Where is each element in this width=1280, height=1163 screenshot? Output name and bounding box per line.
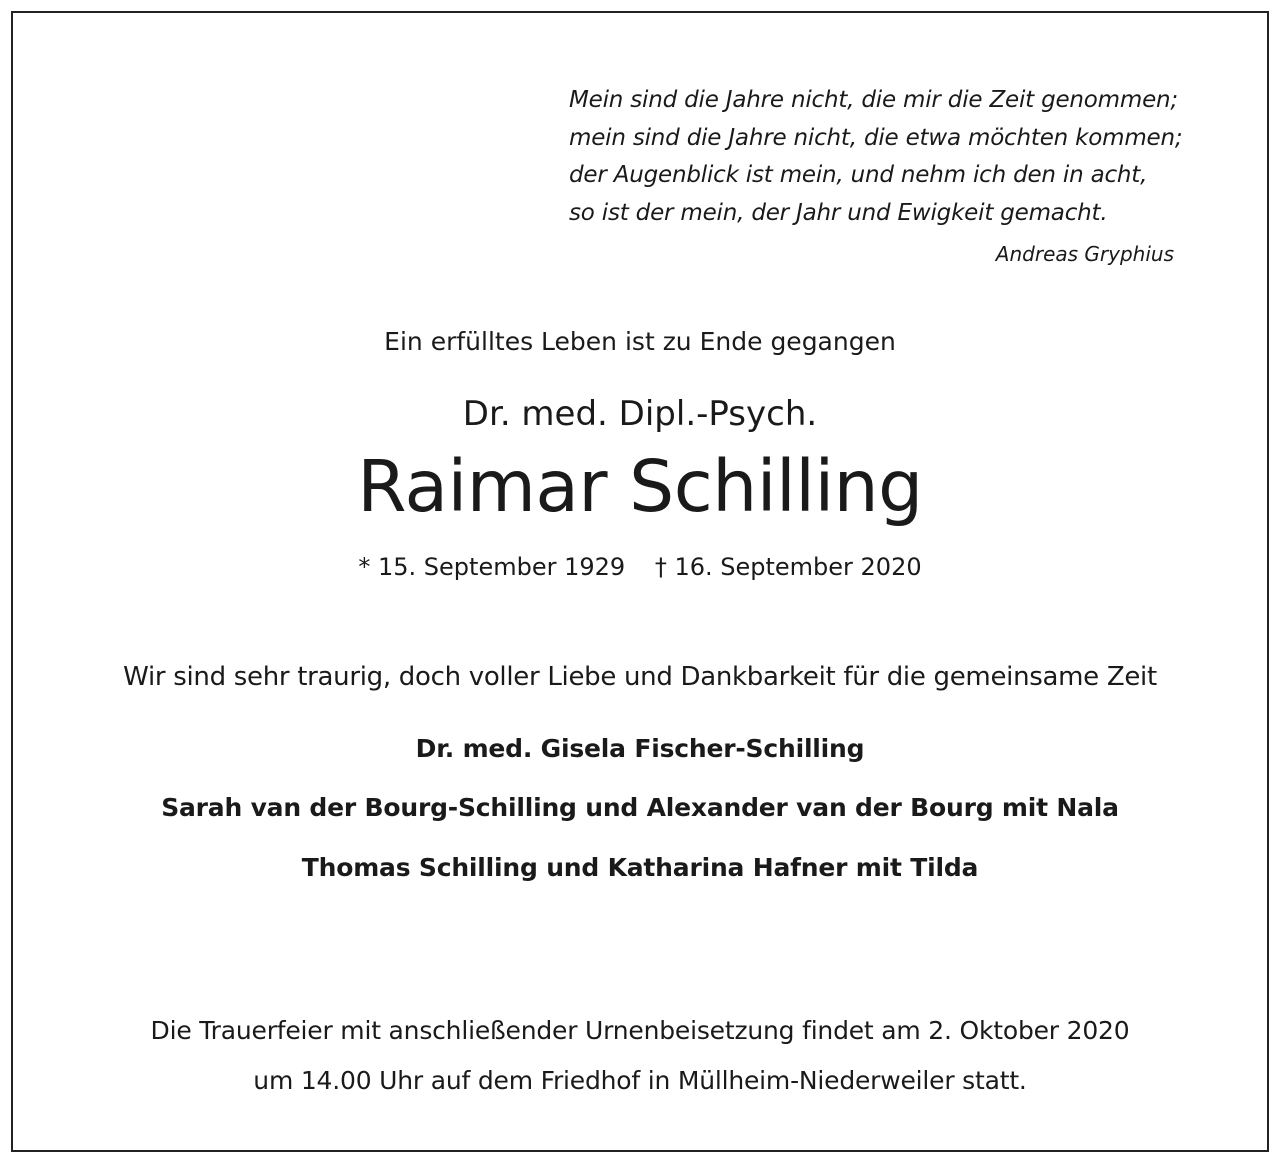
mourning-text: Wir sind sehr traurig, doch voller Liebe und Dankbarkeit für die gemeinsame Zeit xyxy=(123,662,1157,692)
deceased-name: Raimar Schilling xyxy=(357,445,923,528)
family-member: Thomas Schilling und Katharina Hafner mit Tilda xyxy=(301,853,979,882)
poem-line: so ist der mein, der Jahr und Ewigkeit gemacht. xyxy=(569,199,1108,226)
family-member: Dr. med. Gisela Fischer-Schilling xyxy=(415,734,865,763)
poem-line: mein sind die Jahre nicht, die etwa möchten kommen; xyxy=(569,124,1183,151)
death-date: † 16. September 2020 xyxy=(654,553,922,581)
poem-author: Andreas Gryphius xyxy=(995,242,1174,266)
family-member: Sarah van der Bourg-Schilling und Alexander van der Bourg mit Nala xyxy=(161,793,1119,822)
poem-line: der Augenblick ist mein, und nehm ich den in acht, xyxy=(569,162,1148,188)
birth-date: * 15. September 1929 xyxy=(358,553,626,581)
service-line: Die Trauerfeier mit anschließender Urnenbeisetzung findet am 2. Oktober 2020 xyxy=(150,1016,1130,1045)
service-info xyxy=(40,1006,1240,1106)
poem-line: Mein sind die Jahre nicht, die mir die Zeit genommen; xyxy=(569,87,1178,113)
service-line: um 14.00 Uhr auf dem Friedhof in Müllheim-Niederweiler statt. xyxy=(253,1066,1027,1095)
poem xyxy=(569,82,1229,232)
life-dates xyxy=(40,553,1240,581)
intro-text: Ein erfülltes Leben ist zu Ende gegangen xyxy=(384,327,896,356)
deceased-title: Dr. med. Dipl.-Psych. xyxy=(462,394,818,434)
